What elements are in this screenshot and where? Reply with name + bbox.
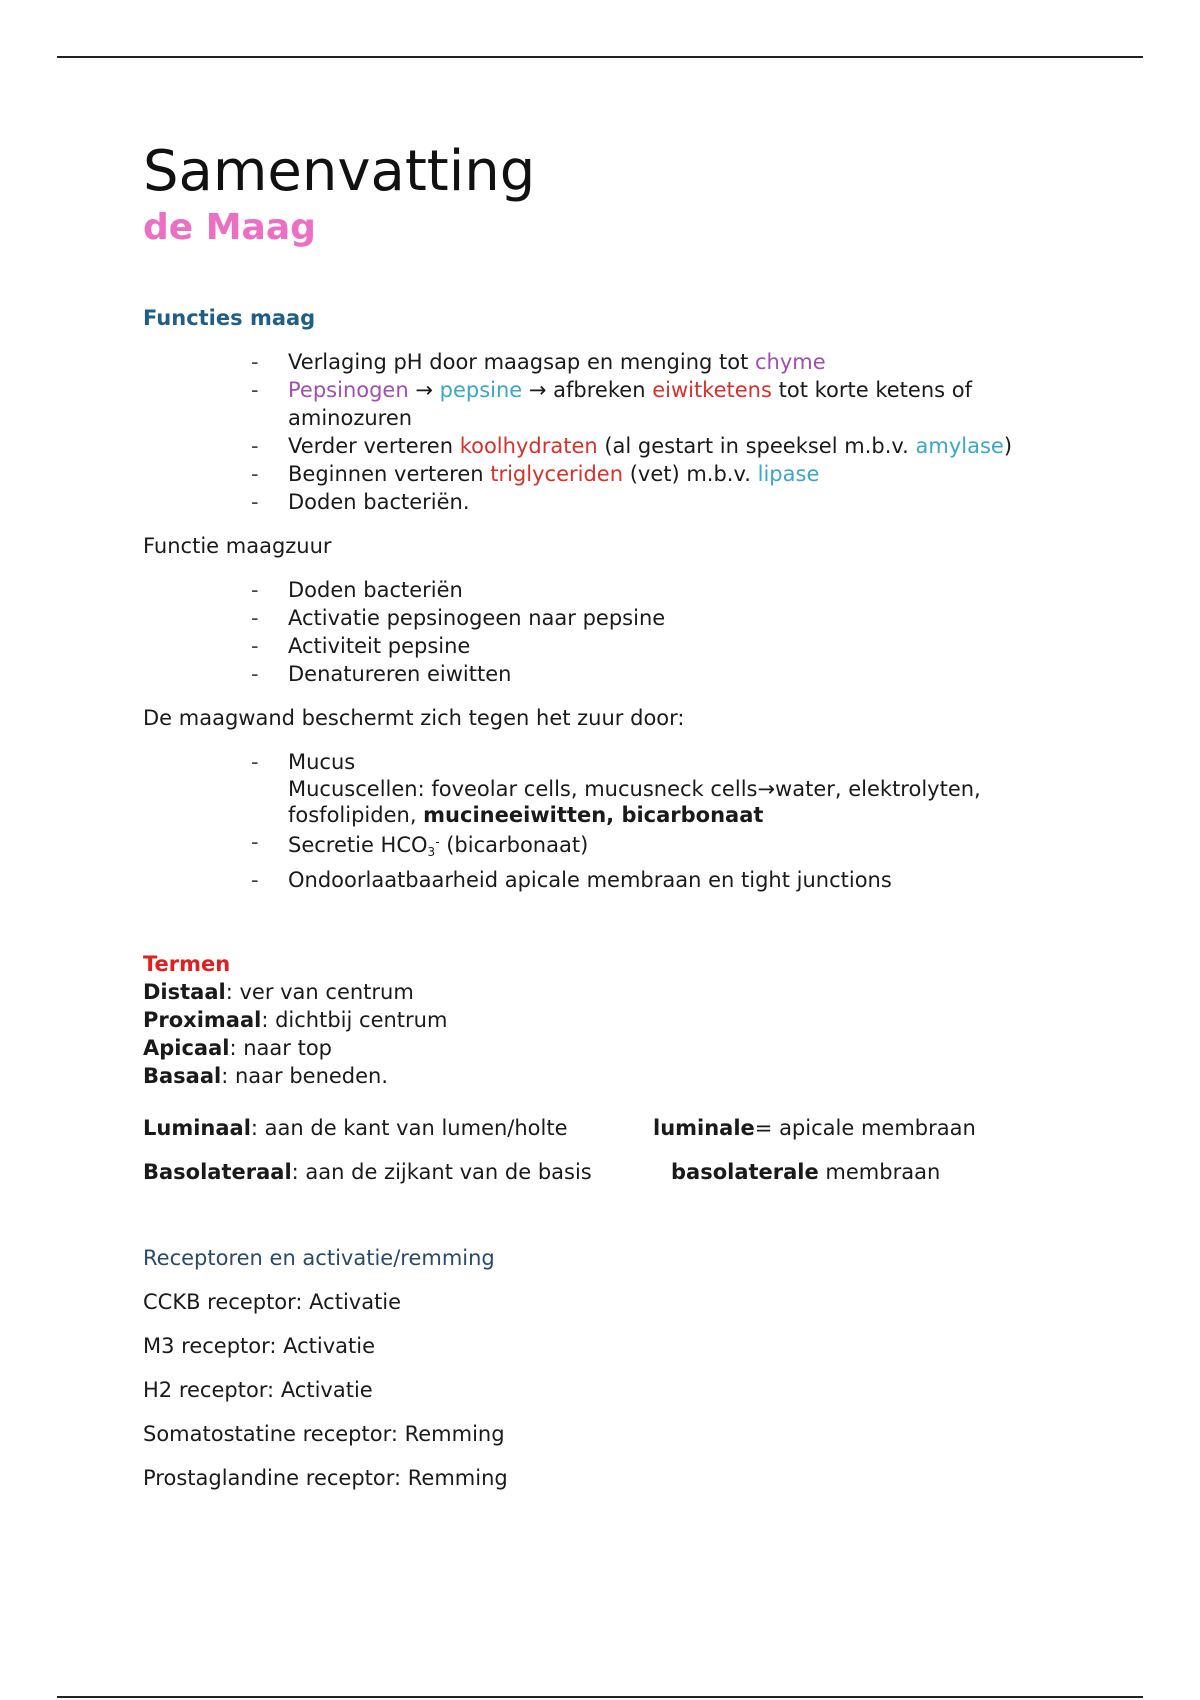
receptor-item: M3 receptor: Activatie <box>143 1334 376 1358</box>
list-item: - Doden bacteriën. <box>288 488 1093 516</box>
maagwand-heading: De maagwand beschermt zich tegen het zuur door: <box>143 706 685 730</box>
top-rule <box>57 56 1143 58</box>
list-item: - Doden bacteriën <box>288 576 1093 604</box>
list-item: - Denatureren eiwitten <box>288 660 1093 688</box>
maagwand-list <box>143 748 1093 894</box>
bottom-rule <box>57 1696 1143 1698</box>
term-basolateraal-row: Basolateraal: aan de zijkant van de basis basolaterale membraan <box>143 1160 941 1184</box>
list-item: - Activatie pepsinogeen naar pepsine <box>288 604 1093 632</box>
functies-list <box>143 348 1093 516</box>
receptor-item: CCKB receptor: Activatie <box>143 1290 402 1314</box>
receptor-item: Prostaglandine receptor: Remming <box>143 1466 508 1490</box>
list-item: - Mucus <box>288 748 1093 776</box>
page-subtitle: de Maag <box>143 207 316 248</box>
term-apicaal: Apicaal: naar top <box>143 1036 333 1060</box>
receptor-item: H2 receptor: Activatie <box>143 1378 373 1402</box>
list-item: - Activiteit pepsine <box>288 632 1093 660</box>
list-item: - Verlaging pH door maagsap en menging tot chyme <box>288 348 1093 376</box>
list-item: - Pepsinogen → pepsine → afbreken eiwitketens tot korte ketens of aminozuren <box>288 376 1093 432</box>
maagzuur-heading: Functie maagzuur <box>143 534 332 558</box>
list-item: - Beginnen verteren triglyceriden (vet) m.b.v. lipase <box>288 460 1093 488</box>
receptoren-heading: Receptoren en activatie/remming <box>143 1246 495 1270</box>
maagzuur-list <box>143 576 1093 688</box>
list-item: - Ondoorlaatbaarheid apicale membraan en tight junctions <box>288 866 1093 894</box>
term-luminaal-row: Luminaal: aan de kant van lumen/holte luminale= apicale membraan <box>143 1116 976 1140</box>
term-proximaal: Proximaal: dichtbij centrum <box>143 1008 448 1032</box>
list-item: Mucuscellen: foveolar cells, mucusneck cells→water, elektrolyten, fosfolipiden, mucineeiwitten, bicarbonaat <box>288 777 981 827</box>
page-title: Samenvatting <box>143 139 536 204</box>
term-distaal: Distaal: ver van centrum <box>143 980 414 1004</box>
document-body <box>143 140 1093 1492</box>
receptor-item: Somatostatine receptor: Remming <box>143 1422 505 1446</box>
list-item: - Verder verteren koolhydraten (al gestart in speeksel m.b.v. amylase) <box>288 432 1093 460</box>
functies-heading: Functies maag <box>143 306 316 330</box>
term-basaal: Basaal: naar beneden. <box>143 1064 389 1088</box>
list-item: - Secretie HCO3- (bicarbonaat) <box>288 828 1093 866</box>
termen-heading: Termen <box>143 952 231 976</box>
